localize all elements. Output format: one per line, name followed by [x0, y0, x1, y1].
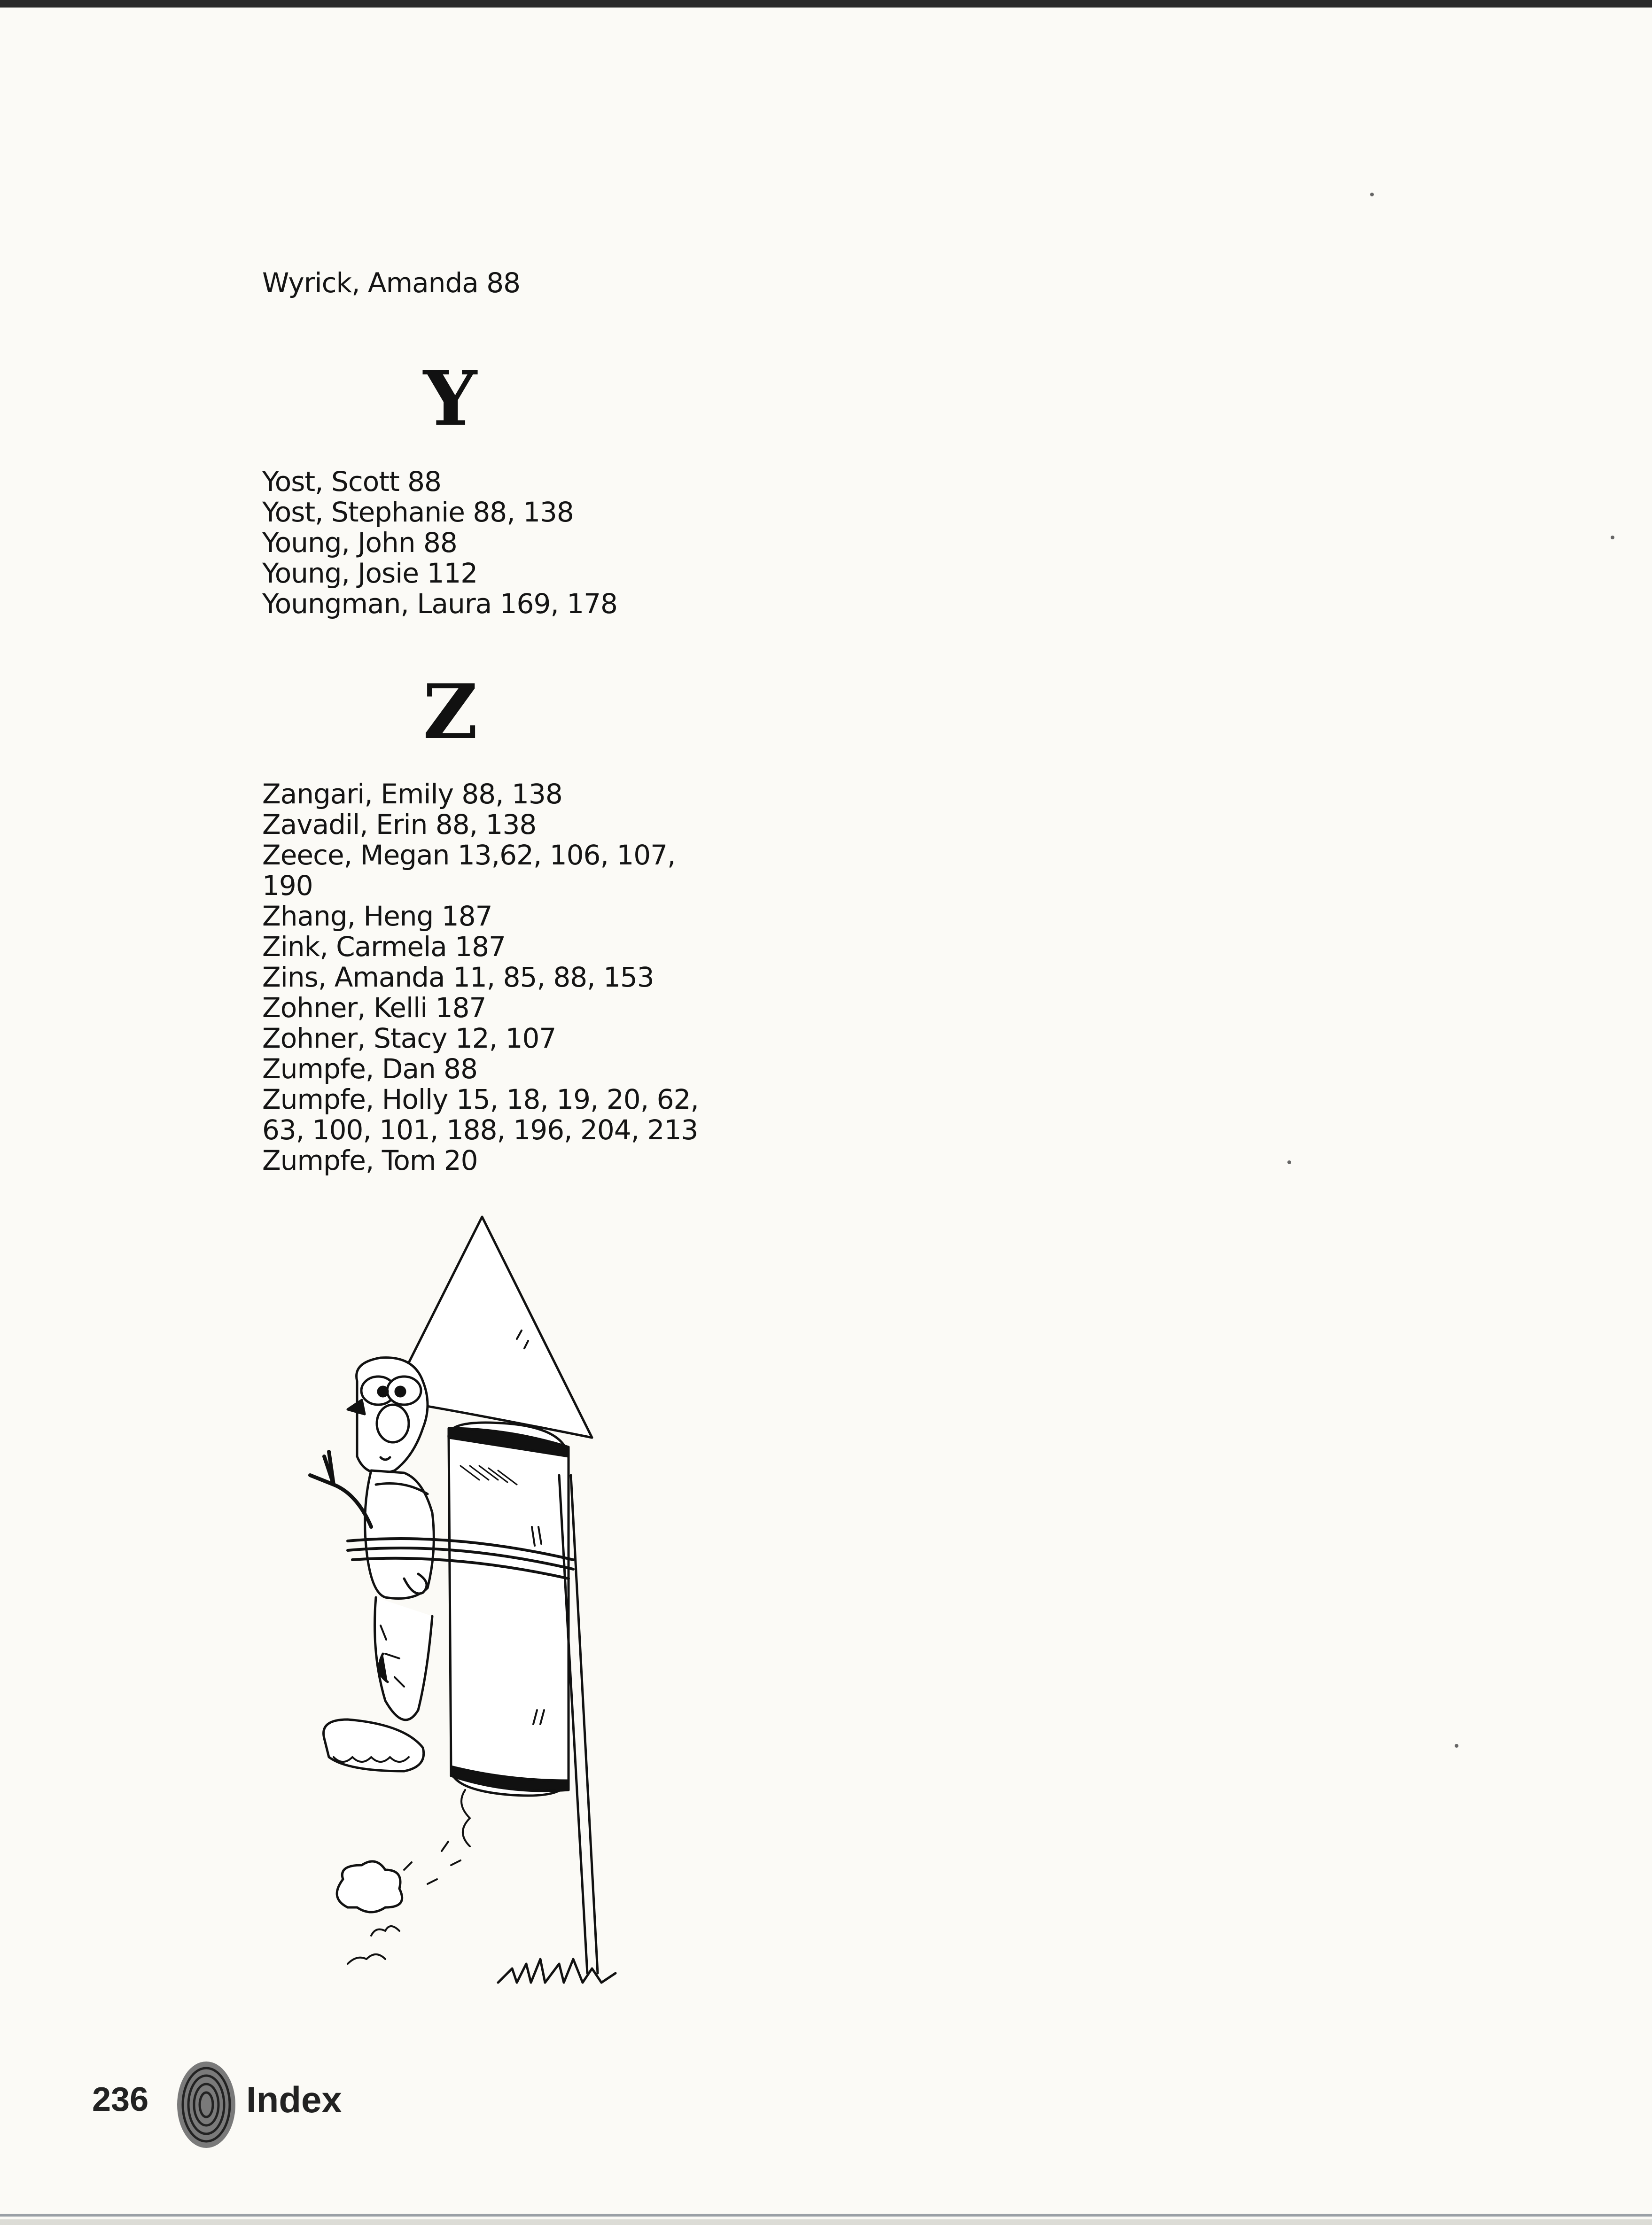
fingerprint-thumb-icon	[171, 2058, 242, 2152]
scan-top-edge	[0, 0, 1652, 8]
index-entry: Zohner, Stacy 12, 107	[262, 1022, 556, 1054]
index-entry-continuation: 190	[262, 870, 313, 902]
scan-speck	[1370, 193, 1374, 196]
page-number: 236	[92, 2081, 149, 2118]
scan-speck	[1455, 1744, 1458, 1748]
section-letter-y: Y	[423, 354, 477, 443]
scan-bottom-strip	[0, 2219, 1652, 2225]
page-footer	[92, 2058, 515, 2152]
index-entry: Zink, Carmela 187	[262, 931, 506, 963]
index-entry: Zumpfe, Dan 88	[262, 1053, 477, 1085]
index-entry: Young, John 88	[262, 527, 457, 559]
rocket-cartoon-illustration	[263, 1203, 686, 2001]
index-entry: Zohner, Kelli 187	[262, 992, 486, 1024]
scan-speck	[1287, 1160, 1291, 1164]
index-entry: Youngman, Laura 169, 178	[262, 588, 617, 620]
index-entry: Zeece, Megan 13,62, 106, 107,	[262, 839, 676, 871]
index-entry: Wyrick, Amanda 88	[262, 267, 521, 299]
index-entry: Zumpfe, Tom 20	[262, 1144, 478, 1176]
index-entry: Zavadil, Erin 88, 138	[262, 809, 537, 840]
index-entry: Young, Josie 112	[262, 557, 478, 589]
index-entry: Zhang, Heng 187	[262, 900, 492, 932]
section-letter-z: Z	[423, 668, 477, 756]
index-entry: Zangari, Emily 88, 138	[262, 778, 562, 810]
index-entry: Zins, Amanda 11, 85, 88, 153	[262, 961, 654, 993]
section-label: Index	[246, 2079, 342, 2120]
index-column	[262, 268, 732, 1176]
scan-speck	[1611, 536, 1614, 539]
index-entry: Zumpfe, Holly 15, 18, 19, 20, 62,	[262, 1083, 699, 1115]
index-entry: Yost, Scott 88	[262, 466, 441, 498]
index-entry: Yost, Stephanie 88, 138	[262, 496, 574, 528]
index-entry-continuation: 63, 100, 101, 188, 196, 204, 213	[262, 1114, 698, 1146]
scan-bottom-edge	[0, 2214, 1652, 2217]
